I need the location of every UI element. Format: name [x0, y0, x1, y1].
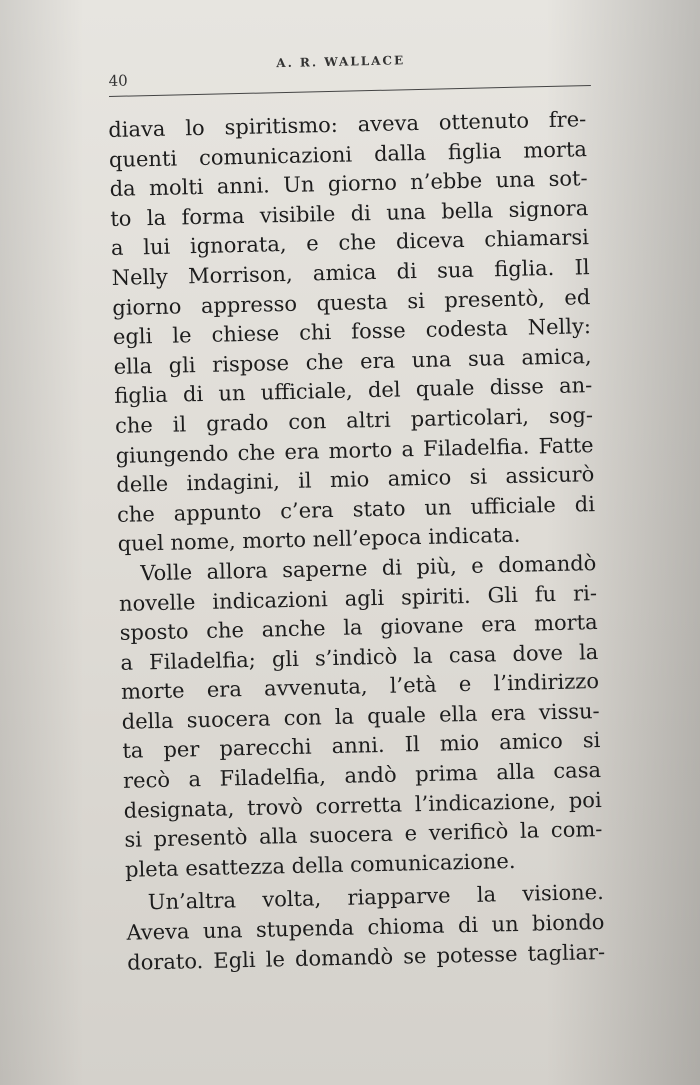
text-line: dorato. Egli le domandò se potesse tagliar- [126, 939, 606, 975]
text-line: recò a Filadelfia, andò prima alla casa [122, 758, 602, 793]
text-line: figlia di un ufficiale, del quale disse an- [114, 373, 593, 409]
text-line: che appunto c’era stato un ufficiale di [116, 491, 596, 527]
text-line: a Filadelfia; gli s’indicò la casa dove la [120, 639, 599, 675]
paragraph [126, 878, 606, 978]
text-line: morte era avvenuta, l’età e l’indirizzo [120, 669, 600, 705]
text-line: Volle allora saperne di più, e domandò [140, 550, 597, 586]
text-line: ta per parecchi anni. Il mio amico si [122, 728, 601, 764]
header-rule [109, 85, 591, 97]
paragraph [118, 549, 603, 885]
page-number: 40 [108, 71, 128, 90]
text-line: to la forma visibile di una bella signora [110, 195, 589, 231]
running-head: A. R. WALLACE [276, 53, 406, 71]
text-line: della suocera con la quale ella era vissu- [121, 698, 600, 734]
page-header [108, 41, 591, 96]
text-line: diava lo spiritismo: aveva ottenuto fre- [108, 107, 587, 142]
text-line: quenti comunicazioni dalla figlia morta [108, 136, 588, 172]
text-line: egli le chiese chi fosse codesta Nelly: [112, 314, 592, 350]
text-line: delle indagini, il mio amico si assicurò [116, 462, 595, 498]
text-line: giorno appresso questa si presentò, ed [112, 284, 591, 320]
text-line: da molti anni. Un giorno n’ebbe una sot- [109, 166, 588, 202]
text-line: ella gli rispose che era una sua amica, [113, 343, 592, 379]
text-line: a lui ignorata, e che diceva chiamarsi [110, 225, 590, 261]
text-line: quel nome, morto nell’epoca indicata. [117, 523, 521, 557]
text-line: novelle indicazioni agli spiriti. Gli fu ri- [118, 580, 598, 616]
text-line: giungendo che era morto a Filadelfia. Fatte [115, 432, 594, 468]
text-line: sposto che anche la giovane era morta [119, 610, 598, 645]
text-line: si presentò alla suocera e verificò la com- [124, 817, 603, 853]
text-line: Nelly Morrison, amica di sua figlia. Il [111, 255, 590, 290]
paragraph [108, 105, 596, 560]
text-line: Un’altra volta, riapparve la visione. [147, 880, 605, 915]
body-text [108, 105, 605, 978]
text-line: che il grado con altri particolari, sog- [114, 403, 594, 438]
text-line: pleta esattezza della comunicazione. [124, 848, 516, 882]
text-line: designata, trovò corretta l’indicazione, poi [123, 787, 602, 823]
text-line: Aveva una stupenda chioma di un biondo [126, 909, 605, 945]
